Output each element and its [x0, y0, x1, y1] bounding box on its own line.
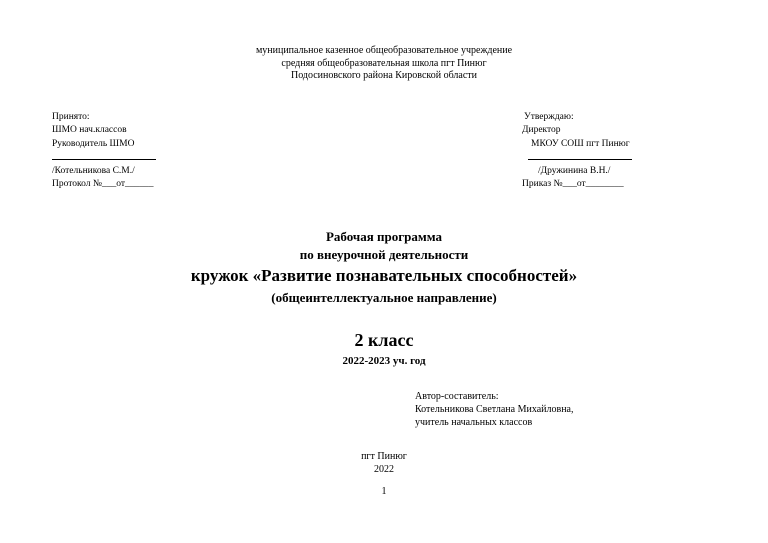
- footer-year: 2022: [374, 463, 394, 475]
- author-position: учитель начальных классов: [415, 417, 533, 428]
- approved-signature-row: [520, 151, 640, 164]
- program-title-line-1: Рабочая программа: [325, 229, 443, 244]
- footer-place: пгт Пинюг: [361, 451, 407, 462]
- accepted-signature-row: [52, 151, 182, 164]
- academic-year: 2022-2023 уч. год: [342, 355, 426, 367]
- program-title-block: [0, 228, 768, 308]
- program-title-line-2: по внеурочной деятельности: [299, 247, 469, 262]
- program-title-line-4: (общеинтеллектуальное направление): [271, 290, 497, 305]
- accepted-name: /Котельникова С.М./: [52, 165, 135, 176]
- page-number: 1: [381, 486, 387, 497]
- header-line-2: средняя общеобразовательная школа пгт Пинюг: [281, 57, 487, 69]
- program-title-line-3: кружок «Развитие познавательных способностей»: [190, 266, 578, 285]
- accepted-label: Принято:: [52, 112, 90, 122]
- approved-signature-line: [528, 159, 632, 160]
- approved-line-2: МКОУ СОШ пгт Пинюг: [531, 138, 630, 149]
- header-line-3: Подосиновского района Кировской области: [290, 70, 478, 81]
- accepted-protocol: Протокол №___от______: [52, 179, 154, 190]
- approved-label: Утверждаю:: [524, 112, 574, 122]
- approved-name: /Дружинина В.Н./: [538, 165, 611, 176]
- author-block: [415, 390, 574, 429]
- approved-order: Приказ №___от________: [522, 179, 624, 190]
- approval-accepted-block: [52, 111, 182, 191]
- accepted-line-2: Руководитель ШМО: [52, 138, 135, 149]
- school-header: [0, 45, 768, 83]
- approval-approved-block: [520, 111, 640, 191]
- grade-label: 2 класс: [354, 330, 414, 350]
- approved-line-1: Директор: [522, 125, 561, 136]
- header-line-1: муниципальное казенное общеобразовательное учреждение: [255, 45, 513, 56]
- author-label: Автор-составитель:: [415, 391, 499, 402]
- footer-block: [0, 451, 768, 476]
- accepted-line-1: ШМО нач.классов: [52, 125, 127, 136]
- author-name: Котельникова Светлана Михайловна,: [415, 404, 574, 415]
- accepted-signature-line: [52, 159, 156, 160]
